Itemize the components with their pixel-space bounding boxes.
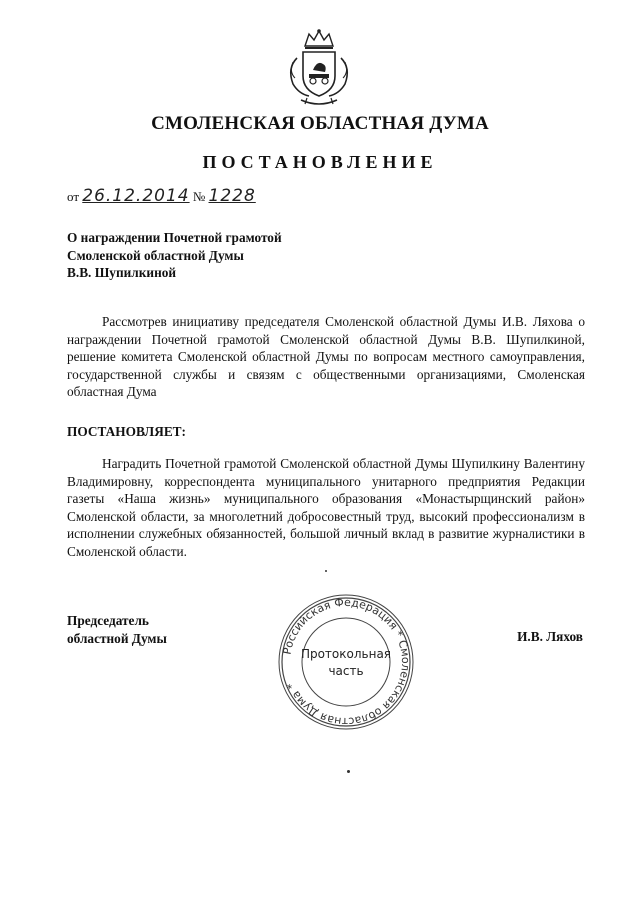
signatory-title-line-1: Председатель <box>67 613 149 628</box>
signatory-title <box>67 612 167 647</box>
subject-line-1: О награждении Почетной грамотой <box>67 230 282 245</box>
scan-speck <box>325 570 327 572</box>
official-stamp <box>276 592 416 732</box>
stamp-outer-text: Российская Федерация * Смоленская областная Дума * <box>280 595 413 729</box>
from-label: от <box>67 189 80 204</box>
coat-of-arms-icon <box>283 28 355 108</box>
subject-line-2: Смоленской областной Думы <box>67 247 244 263</box>
decree-heading: ПОСТАНОВЛЯЕТ: <box>67 424 186 439</box>
organization-title: СМОЛЕНСКАЯ ОБЛАСТНАЯ ДУМА <box>151 113 489 134</box>
resolution-paragraph <box>67 455 585 560</box>
document-date: 26.12.2014 <box>82 186 190 206</box>
preamble-text: Рассмотрев инициативу председателя Смоленской областной Думы И.В. Ляхова о награждении Почетной грамотой Смоленской областной Думы В.В. Шупилкиной, решение комитета Смоленской областной Думы по вопросам местного самоуправления, государственной службы и связям с общественными организациями, Смоленская областная Дума <box>67 314 585 399</box>
signatory-name: И.В. Ляхов <box>517 629 583 644</box>
subject-line-3: В.В. Шупилкиной <box>67 265 177 280</box>
number-label: № <box>192 189 206 204</box>
document-subject <box>67 229 282 282</box>
date-number-line <box>67 186 256 206</box>
resolution-text: Наградить Почетной грамотой Смоленской областной Думы Шупилкину Валентину Владимировну, корреспондента муниципального унитарного предприятия Редакции газеты «Наша жизнь» муниципального образования «Монастырщинский район» Смоленской области, за многолетний добросовестный труд, высокий профессионализм в исполнении служебных обязанностей, большой личный вклад в развитие журналистики в Смоленской области. <box>67 456 585 559</box>
document-type-title: ПОСТАНОВЛЕНИЕ <box>202 152 438 172</box>
stamp-inner-line-2: часть <box>328 664 364 678</box>
preamble-paragraph <box>67 313 585 401</box>
stamp-inner-line-1: Протокольная <box>300 647 392 661</box>
document-number: 1228 <box>208 186 256 206</box>
scan-speck <box>347 770 350 773</box>
signatory-title-line-2: областной Думы <box>67 630 167 646</box>
